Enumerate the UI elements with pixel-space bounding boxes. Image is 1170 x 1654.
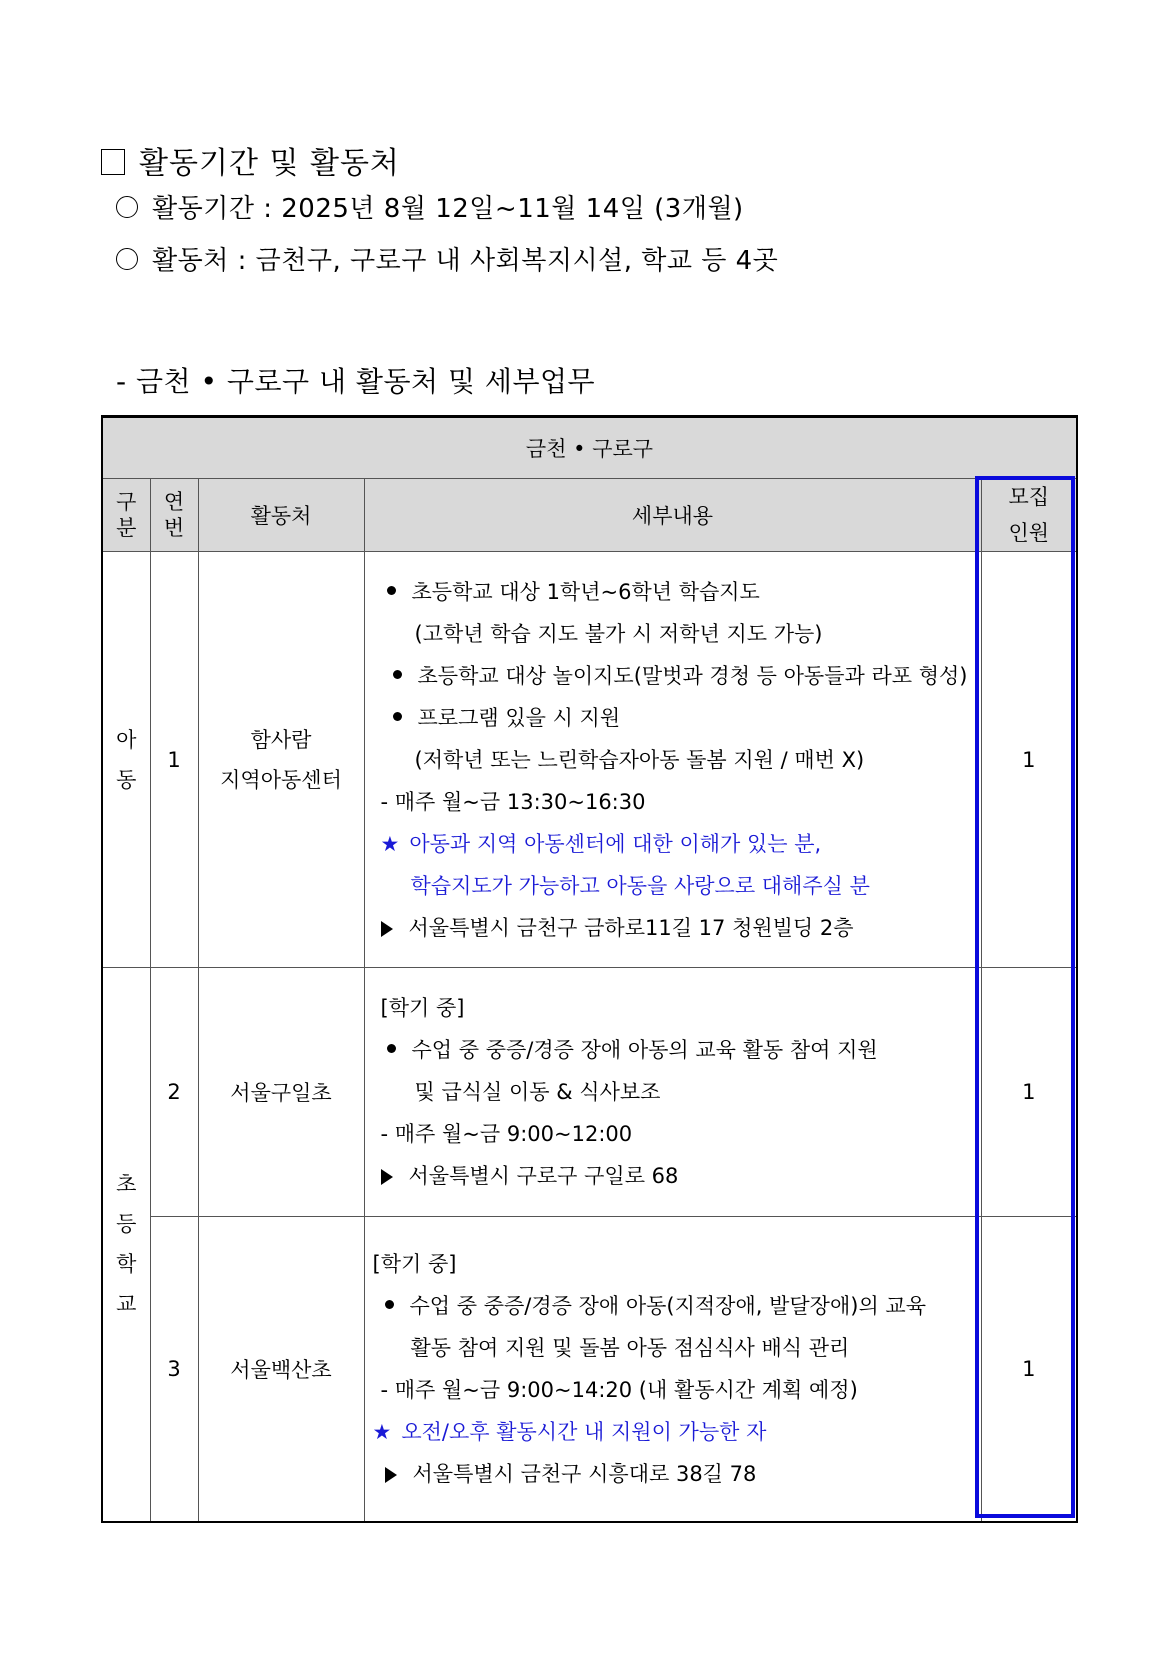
detail-line: 초등학교 대상 1학년~6학년 학습지도 <box>381 571 973 613</box>
category-cell: 초 등 학 교 <box>102 968 150 1522</box>
detail-line: 및 급식실 이동 & 식사보조 <box>414 1080 661 1104</box>
note-line: ★ 오전/오후 활동시간 내 지원이 가능한 자 <box>372 1419 767 1444</box>
detail-line: (저학년 또는 느린학습자아동 돌봄 지원 / 매번 X) <box>414 747 865 772</box>
table-header-row <box>102 479 1077 552</box>
triangle-right-icon <box>385 1467 397 1483</box>
place-cell: 서울백산초 <box>198 1217 364 1522</box>
header-place: 활동처 <box>198 479 364 552</box>
note-line: 학습지도가 가능하고 아동을 사랑으로 대해주실 분 <box>410 873 870 898</box>
table-row <box>102 968 1077 1217</box>
star-icon: ★ <box>380 831 400 856</box>
table-row <box>102 1217 1077 1522</box>
detail-line: 수업 중 중증/경증 장애 아동(지적장애, 발달장애)의 교육 <box>373 1285 973 1327</box>
section-heading <box>101 138 400 182</box>
recruit-cell: 1 <box>981 552 1077 968</box>
term-label: [학기 중] <box>372 1251 457 1276</box>
address-line: 서울특별시 구로구 구일로 68 <box>381 1155 973 1197</box>
activity-table <box>101 415 1078 1523</box>
header-recruit: 모집 인원 <box>981 479 1077 552</box>
table-title-row <box>102 417 1077 479</box>
schedule-line: - 매주 월~금 13:30~16:30 <box>380 789 646 814</box>
circle-bullet-icon <box>116 248 138 270</box>
checkbox-square-icon <box>101 149 125 175</box>
header-category: 구 분 <box>102 479 150 552</box>
term-label: [학기 중] <box>380 996 465 1020</box>
table-subtitle: - 금천 • 구로구 내 활동처 및 세부업무 <box>116 365 596 398</box>
detail-line: 프로그램 있을 시 지원 <box>381 697 973 739</box>
circle-bullet-icon <box>116 196 138 218</box>
detail-line: 수업 중 중증/경증 장애 아동의 교육 활동 참여 지원 <box>381 1029 973 1071</box>
number-cell: 3 <box>150 1217 198 1522</box>
place-cell: 서울구일초 <box>198 968 364 1217</box>
number-cell: 2 <box>150 968 198 1217</box>
details-cell <box>364 968 981 1217</box>
header-number: 연 번 <box>150 479 198 552</box>
recruit-cell: 1 <box>981 1217 1077 1522</box>
details-cell <box>364 1217 981 1522</box>
triangle-right-icon <box>381 921 393 937</box>
table-title: 금천 • 구로구 <box>102 417 1077 479</box>
location-line <box>116 240 778 277</box>
detail-line: 초등학교 대상 놀이지도(말벗과 경청 등 아동들과 라포 형성) <box>381 655 973 697</box>
table-row <box>102 552 1077 968</box>
note-line: ★ 아동과 지역 아동센터에 대한 이해가 있는 분, <box>380 831 822 856</box>
place-cell: 함사람 지역아동센터 <box>198 552 364 968</box>
schedule-line: - 매주 월~금 9:00~12:00 <box>380 1122 633 1146</box>
period-line <box>116 188 744 225</box>
star-icon: ★ <box>372 1419 392 1444</box>
details-cell <box>364 552 981 968</box>
bullet-dot-icon <box>385 1300 394 1309</box>
bullet-dot-icon <box>393 712 402 721</box>
detail-line: (고학년 학습 지도 불가 시 저학년 지도 가능) <box>414 621 823 646</box>
period-text: 활동기간 : 2025년 8월 12일~11월 14일 (3개월) <box>152 194 744 224</box>
category-cell: 아 동 <box>102 552 150 968</box>
bullet-dot-icon <box>387 586 396 595</box>
number-cell: 1 <box>150 552 198 968</box>
address-line: 서울특별시 금천구 시흥대로 38길 78 <box>373 1453 973 1495</box>
bullet-dot-icon <box>387 1044 396 1053</box>
section-heading-text: 활동기간 및 활동처 <box>139 146 400 181</box>
recruit-cell: 1 <box>981 968 1077 1217</box>
address-line: 서울특별시 금천구 금하로11길 17 청원빌딩 2층 <box>381 907 973 949</box>
bullet-dot-icon <box>393 670 402 679</box>
schedule-line: - 매주 월~금 9:00~14:20 (내 활동시간 계획 예정) <box>380 1377 858 1402</box>
location-text: 활동처 : 금천구, 구로구 내 사회복지시설, 학교 등 4곳 <box>152 246 779 276</box>
detail-line: 활동 참여 지원 및 돌봄 아동 점심식사 배식 관리 <box>410 1335 850 1360</box>
header-details: 세부내용 <box>364 479 981 552</box>
triangle-right-icon <box>381 1169 393 1185</box>
